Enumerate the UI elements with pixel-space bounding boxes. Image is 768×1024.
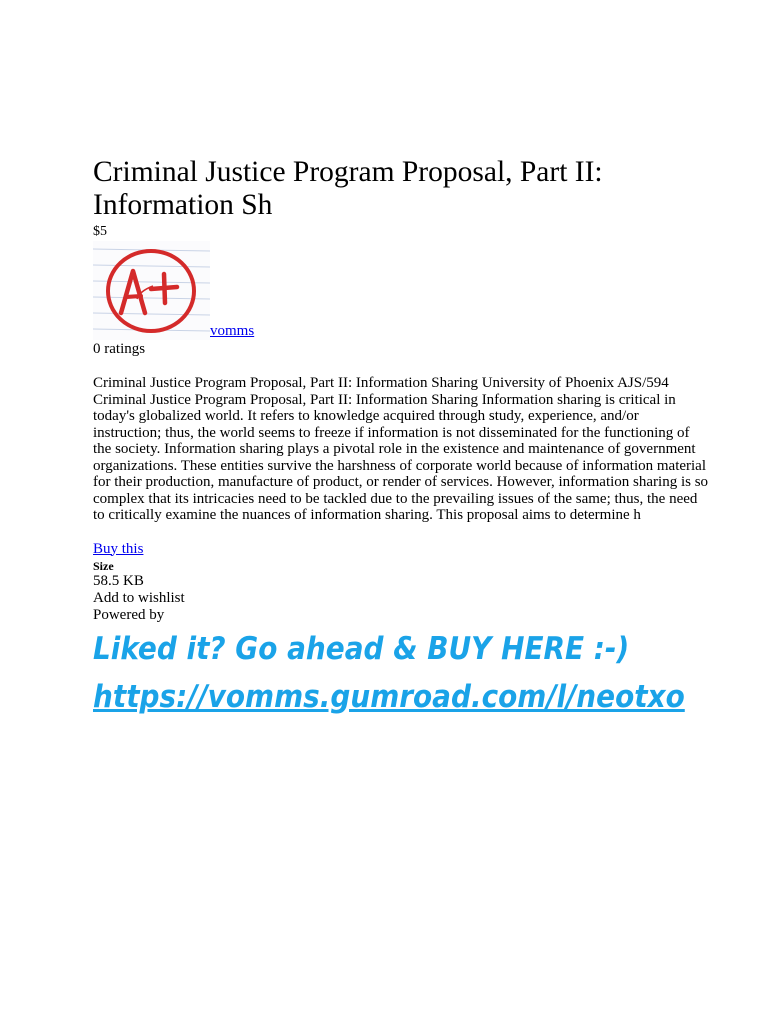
size-value: 58.5 KB xyxy=(93,572,144,589)
add-to-wishlist-button[interactable]: Add to wishlist xyxy=(93,589,185,606)
product-page xyxy=(93,156,709,717)
product-price: $5 xyxy=(93,224,107,239)
product-description: Criminal Justice Program Proposal, Part II: Information Sharing University of Phoenix AJS/594 Criminal Justice Program Proposal, Part II: Information Sharing Information sharing is critical in today's globalized world. It refers to knowledge acquired through study, experience, and/or instruction; thus, the world seems to freeze if information is not disseminated for the functioning of the society. Information sharing plays a pivotal role in the existence and maintenance of government organizations. These entities survive the harshness of corporate world because of information material for their production, manufacture of product, or render of services. However, information sharing is so complex that its intricacies need to be tackled due to the prevailing issues of the same; thus, the need to critically examine the nuances of information sharing. This proposal aims to determine h xyxy=(93,375,709,523)
buy-button[interactable]: Buy this xyxy=(93,540,144,557)
seller-link[interactable]: vomms xyxy=(210,323,255,339)
size-label: Size xyxy=(93,558,114,573)
a-plus-grade-image xyxy=(93,241,210,340)
promo-url-link[interactable]: https://vomms.gumroad.com/l/neotxo xyxy=(93,678,685,715)
seller-row xyxy=(93,241,709,340)
powered-by-text: Powered by xyxy=(93,606,165,623)
ratings-count: 0 ratings xyxy=(93,341,146,357)
promo-text: Liked it? Go ahead & BUY HERE :-) xyxy=(93,630,630,667)
product-title: Criminal Justice Program Proposal, Part II: Information Sh xyxy=(93,156,603,221)
